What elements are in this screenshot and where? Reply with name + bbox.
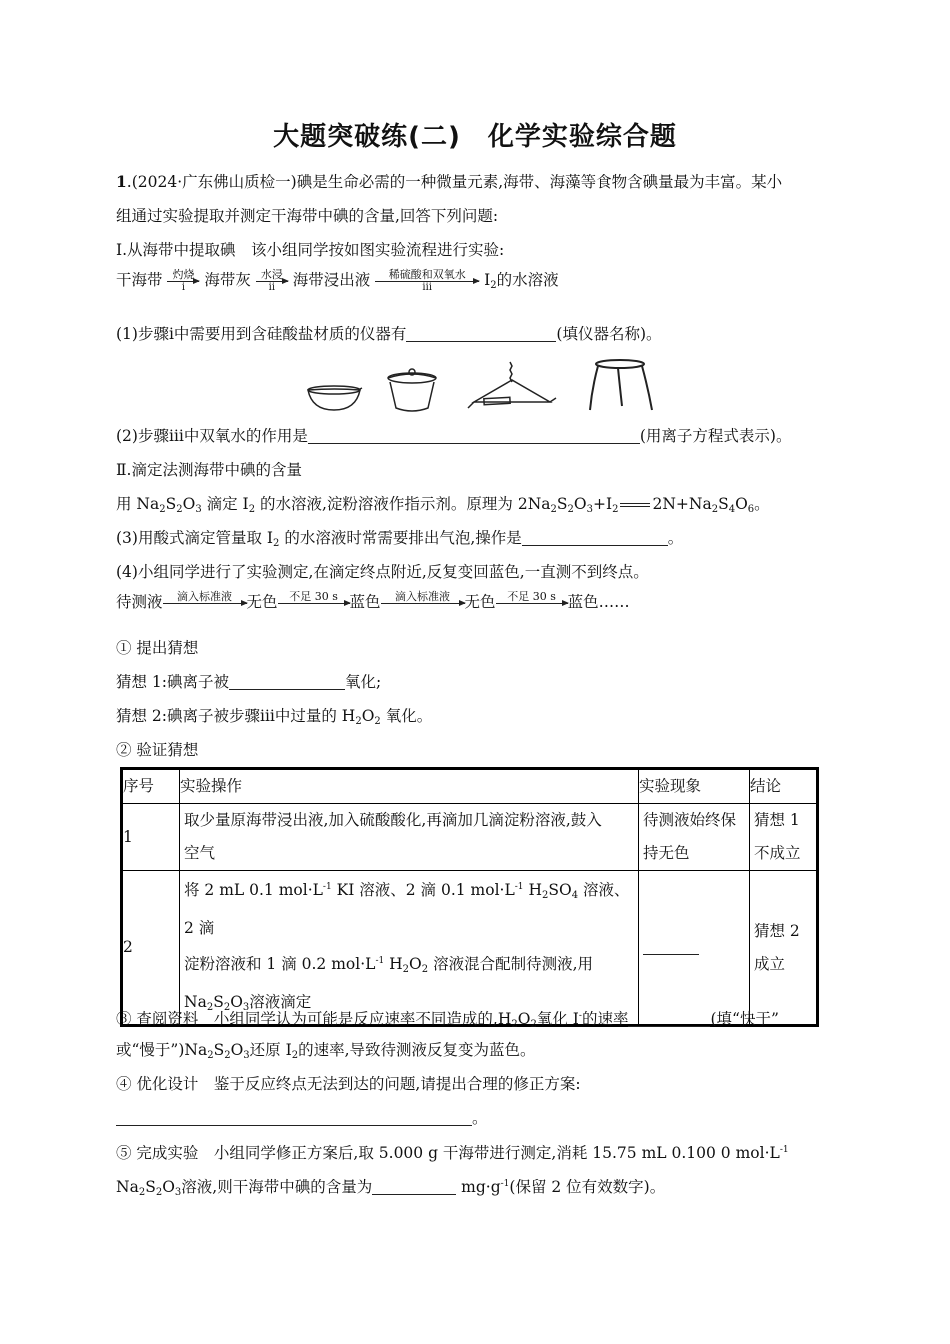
arrow-label: ⅰ [181,282,186,293]
arrow-icon [278,603,350,604]
arrow-label: ⅱ [268,282,276,293]
subscript: 3 [243,1050,250,1061]
text: (用离子方程式表示)。 [639,427,792,445]
subscript: 2 [612,504,619,515]
subscript: 2 [138,1187,146,1198]
clay-triangle-icon [468,362,556,408]
text: S [145,1178,156,1196]
text: +I [592,495,613,513]
flow-step: 无色 [246,593,278,611]
text: Na [116,1178,139,1196]
header-cell: 实验现象 [639,769,750,804]
row-number: 2 [122,871,180,1026]
text: 空气 [184,844,216,862]
subscript: 4 [571,890,579,901]
step-5 [116,1140,789,1163]
subscript: 2 [273,538,280,549]
evaporating-dish-icon [308,386,362,410]
text: ③ 查阅资料 小组同学认为可能是反应速率不同造成的,H [116,1010,512,1028]
answer-blank[interactable] [628,1010,710,1027]
guess-1 [116,672,381,692]
text: O [182,495,196,513]
text: 淀粉溶液和 1 滴 0.2 mol·L [184,955,376,973]
text: 滴定 I [201,495,249,513]
subscript: 2 [374,716,381,727]
text: 或“慢于”)Na [116,1041,208,1059]
flow-step: 干海带 [116,271,163,289]
table-row [122,804,818,871]
subscript: 3 [242,1002,250,1013]
text: 溶液混合配制待测液,用 [428,955,593,973]
subscript: 4 [728,504,736,515]
operation-cell [180,804,639,871]
titration-principle [116,494,770,520]
text: 成立 [754,954,786,973]
arrow [278,590,350,616]
text: S [718,495,729,513]
text: O [361,707,375,725]
answer-blank[interactable] [116,1109,472,1126]
step-3 [116,1006,779,1035]
text: (2)步骤ⅲ中双氧水的作用是 [116,427,308,445]
arrow-icon [375,281,479,282]
text: KI 溶液、2 滴 0.1 mol·L [331,881,515,899]
verification-table [120,767,819,1027]
text: O [409,955,422,973]
superscript: -1 [375,956,385,966]
text: 。 [667,529,684,547]
question-1-intro-2: 组通过实验提取并测定干海带中碘的含量,回答下列问题: [116,207,499,225]
step-4: ④ 优化设计 鉴于反应终点无法到达的问题,请提出合理的修正方案: [116,1075,581,1093]
text: SO [548,881,572,899]
text: 氧化。 [380,707,433,725]
step-2-heading: ② 验证猜想 [116,741,199,759]
question-1-2 [116,426,791,446]
arrow-spacer [278,604,350,616]
question-1-3 [116,528,683,554]
subscript: 2 [402,964,410,975]
apparatus-figure [300,358,660,416]
page-title: 大题突破练(二) 化学实验综合题 [273,122,677,152]
subscript: 2 [421,964,429,975]
arrow-label: 灼烧 [172,268,195,281]
answer-blank[interactable] [372,1178,456,1195]
arrow-icon [167,281,199,282]
step-4-answer [116,1108,488,1128]
question-1-intro [116,172,782,192]
text: S [213,1041,225,1059]
arrow-spacer [496,604,568,616]
subscript: 2 [711,504,719,515]
text: 。 [754,495,770,513]
part-1-heading: Ⅰ.从海带中提取碘 该小组同学按如图实验流程进行实验: [116,241,505,259]
text: 猜想 2:碘离子被步骤ⅲ中过量的 H [116,707,356,725]
subscript: 3 [174,1187,182,1198]
subscript: 2 [159,504,166,515]
text: 的水溶液,淀粉溶液作指示剂。原理为 2Na [255,495,551,513]
text: 用 Na [116,495,160,513]
subscript: 2 [530,1019,537,1030]
text: 的水溶液 [496,271,559,289]
subscript: 2 [224,1050,231,1061]
arrow-label: ⅲ [422,282,433,293]
row-number: 1 [122,804,180,871]
text: 。 [472,1109,488,1127]
arrow-step-i [167,268,199,294]
crucible-icon [388,369,436,411]
text: (3)用酸式滴定管量取 I [116,529,274,547]
table-row [122,871,818,1026]
text: (填仪器名称)。 [556,325,662,343]
text: 猜想 1 [754,811,800,829]
header-cell: 实验操作 [180,769,639,804]
text: 溶液滴定 [249,993,312,1011]
subscript: 3 [195,504,202,515]
superscript: - [578,1011,582,1021]
flow-step: 蓝色 [349,593,381,611]
text: 取少量原海带浸出液,加入硫酸酸化,再滴加几滴淀粉溶液,鼓入 [184,811,602,829]
intro-text: .(2024·广东佛山质检一)碘是生命必需的一种微量元素,海带、海藻等食物含碘量最为丰富。某小 [126,173,783,191]
text: S [556,495,568,513]
step-1-heading: ① 提出猜想 [116,639,199,657]
text: (保留 2 位有效数字)。 [509,1178,666,1196]
subscript: 2 [155,1187,163,1198]
arrow-step-iii [375,268,479,294]
flow-step: 待测液 [116,593,163,611]
flow-step: 无色 [464,593,496,611]
text: I [484,271,491,289]
arrow-icon [163,603,247,604]
arrow-step-ii [256,268,288,294]
text: O [735,495,748,513]
guess-2 [116,706,432,732]
text: 氧化; [345,673,382,691]
text: H [384,955,403,973]
answer-blank[interactable] [406,325,556,342]
arrow-label: 水浸 [260,268,283,281]
superscript: -1 [779,1145,789,1155]
question-number: 1 [116,172,127,191]
text: 猜想 1:碘离子被 [116,673,230,691]
subscript: 3 [586,504,593,515]
conclusion-cell [750,804,818,871]
superscript: -1 [322,882,332,892]
arrow-label: 滴入标准液 [177,590,233,603]
text: 的速率,导致待测液反复变为蓝色。 [298,1041,536,1059]
tripod-icon [590,360,652,410]
text: 溶液、2 滴 [184,881,630,937]
extraction-flow [116,268,559,294]
subscript: 2 [550,504,557,515]
text: 溶液,则干海带中碘的含量为 [181,1178,373,1196]
text: (填“快于” [710,1010,779,1028]
text: 不成立 [754,844,801,862]
subscript: 2 [355,716,362,727]
conclusion-cell [750,871,818,1026]
subscript: 2 [176,504,183,515]
answer-blank[interactable] [522,529,668,546]
arrow [163,590,247,616]
step-3-cont [116,1040,536,1066]
text: O [162,1178,175,1196]
titration-flow [116,590,630,616]
flow-step: 海带灰 [204,271,251,289]
table-header-row [122,769,818,804]
answer-blank[interactable] [308,427,640,444]
text: 的速率 [581,1010,629,1028]
arrow [381,590,465,616]
text: 还原 I [249,1041,292,1059]
question-1-4: (4)小组同学进行了实验测定,在滴定终点附近,反复变回蓝色,一直测不到终点。 [116,563,649,581]
phenomenon-cell [639,871,750,1026]
text: 将 2 mL 0.1 mol·L [184,881,323,899]
subscript: 2 [542,890,549,901]
text: 氧化 I [536,1010,579,1028]
text: 的水溶液时常需要排出气泡,操作是 [279,529,522,547]
flow-step: 海带浸出液 [292,271,371,289]
question-1-1 [116,324,662,344]
text: 2N+Na [652,495,712,513]
arrow-icon [256,281,288,282]
flow-step: 蓝色…… [567,593,630,611]
arrow-spacer [381,604,465,616]
text: 持无色 [643,844,690,862]
operation-cell [180,871,639,1026]
text: S [165,495,177,513]
text: 待测液始终保 [643,811,737,829]
text: S [213,993,224,1011]
arrow-label: 稀硫酸和双氧水 [388,268,466,281]
answer-blank[interactable] [643,938,699,955]
subscript: 2 [490,280,497,291]
text: ⑤ 完成实验 小组同学修正方案后,取 5.000 g 干海带进行测定,消耗 15.75 mL 0.100 0 mol·L [116,1144,780,1162]
superscript: -1 [500,1179,510,1189]
answer-blank[interactable] [229,673,345,690]
arrow-label: 不足 30 s [507,590,556,603]
subscript: 2 [511,1019,518,1030]
superscript: -1 [514,882,524,892]
subscript: 2 [207,1050,214,1061]
text: O [573,495,587,513]
part-2-heading: Ⅱ.滴定法测海带中碘的含量 [116,461,302,479]
text: (1)步骤ⅰ中需要用到含硅酸盐材质的仪器有 [116,325,407,343]
arrow-label: 滴入标准液 [395,590,451,603]
equals-sign-icon [620,503,650,507]
step-5-cont [116,1174,665,1203]
arrow [496,590,568,616]
text: O [230,1041,244,1059]
subscript: 2 [206,1002,214,1013]
subscript: 2 [291,1050,299,1061]
text: Na [184,993,207,1011]
text: mg·g [456,1178,501,1196]
flow-step [484,271,559,289]
phenomenon-cell [639,804,750,871]
arrow-label: 不足 30 s [289,590,338,603]
text: H [523,881,542,899]
text: O [517,1010,531,1028]
arrow-spacer [163,604,247,616]
header-cell: 序号 [122,769,180,804]
subscript: 2 [248,504,256,515]
arrow-icon [496,603,568,604]
header-cell: 结论 [750,769,818,804]
text: O [230,993,243,1011]
arrow-icon [381,603,465,604]
subscript: 6 [747,504,755,515]
text: 猜想 2 [754,921,800,940]
subscript: 2 [567,504,574,515]
subscript: 2 [223,1002,231,1013]
